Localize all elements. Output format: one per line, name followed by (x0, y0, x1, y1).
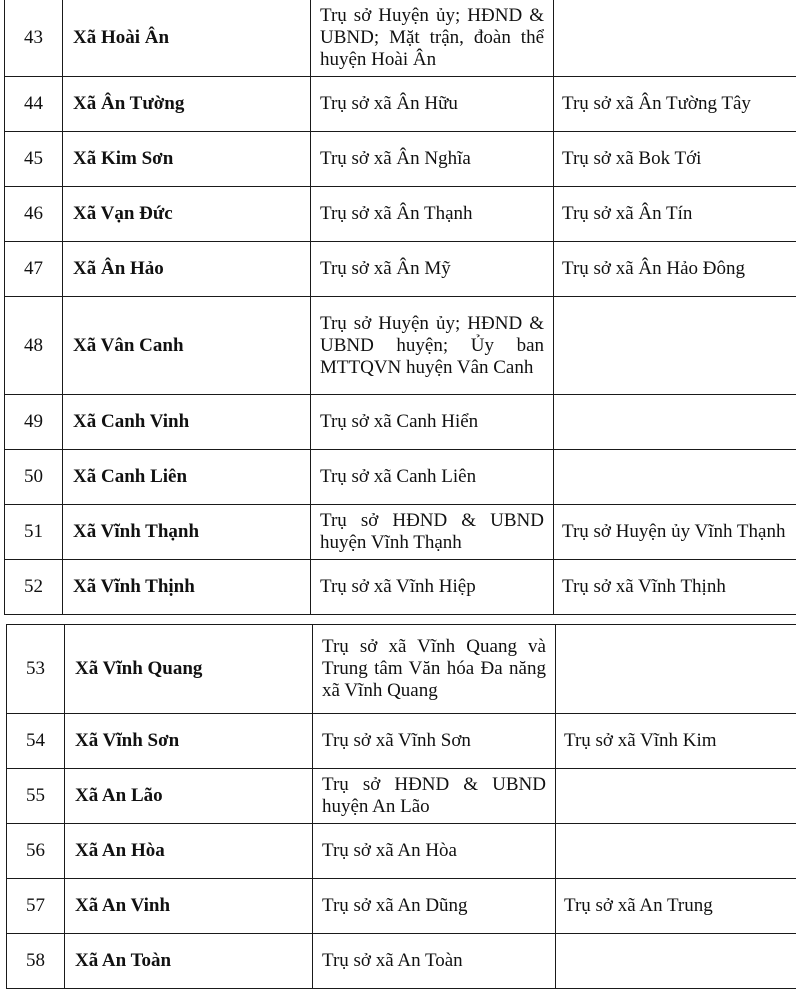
secondary-headquarters (556, 625, 796, 714)
main-headquarters: Trụ sở xã An Toàn (313, 934, 556, 989)
main-headquarters: Trụ sở xã Ân Mỹ (311, 242, 554, 297)
main-headquarters: Trụ sở xã Ân Nghĩa (311, 132, 554, 187)
row-number: 51 (5, 505, 63, 560)
secondary-headquarters: Trụ sở xã Bok Tới (554, 132, 796, 187)
row-number: 50 (5, 450, 63, 505)
secondary-headquarters (556, 824, 796, 879)
table-row (5, 560, 796, 615)
commune-table-part-2 (6, 624, 796, 989)
table-row (5, 132, 796, 187)
row-number: 49 (5, 395, 63, 450)
main-headquarters: Trụ sở xã Canh Hiển (311, 395, 554, 450)
main-headquarters: Trụ sở HĐND & UBND huyện An Lão (313, 769, 556, 824)
commune-name: Xã Canh Vinh (63, 395, 311, 450)
commune-name: Xã Vân Canh (63, 297, 311, 395)
secondary-headquarters (554, 395, 796, 450)
secondary-headquarters (556, 769, 796, 824)
commune-name: Xã An Lão (65, 769, 313, 824)
main-headquarters: Trụ sở xã Vĩnh Sơn (313, 714, 556, 769)
commune-name: Xã Vạn Đức (63, 187, 311, 242)
commune-name: Xã Vĩnh Quang (65, 625, 313, 714)
main-headquarters: Trụ sở xã An Dũng (313, 879, 556, 934)
secondary-headquarters: Trụ sở xã Ân Hảo Đông (554, 242, 796, 297)
row-number: 57 (7, 879, 65, 934)
commune-name: Xã Hoài Ân (63, 0, 311, 77)
commune-name: Xã Vĩnh Thạnh (63, 505, 311, 560)
table-row (5, 77, 796, 132)
row-number: 43 (5, 0, 63, 77)
table-row (5, 505, 796, 560)
row-number: 47 (5, 242, 63, 297)
row-number: 53 (7, 625, 65, 714)
row-number: 48 (5, 297, 63, 395)
row-number: 54 (7, 714, 65, 769)
table-row (7, 714, 796, 769)
table-row (7, 625, 796, 714)
table-row (5, 0, 796, 77)
row-number: 58 (7, 934, 65, 989)
secondary-headquarters: Trụ sở xã Ân Tín (554, 187, 796, 242)
secondary-headquarters (554, 450, 796, 505)
main-headquarters: Trụ sở Huyện ủy; HĐND & UBND; Mặt trận, đoàn thể huyện Hoài Ân (311, 0, 554, 77)
commune-name: Xã An Vinh (65, 879, 313, 934)
row-number: 55 (7, 769, 65, 824)
row-number: 52 (5, 560, 63, 615)
secondary-headquarters: Trụ sở xã An Trung (556, 879, 796, 934)
main-headquarters: Trụ sở HĐND & UBND huyện Vĩnh Thạnh (311, 505, 554, 560)
table-row (5, 450, 796, 505)
table-row (5, 395, 796, 450)
main-headquarters: Trụ sở xã Vĩnh Quang và Trung tâm Văn hóa Đa năng xã Vĩnh Quang (313, 625, 556, 714)
commune-name: Xã Ân Tường (63, 77, 311, 132)
main-headquarters: Trụ sở xã Canh Liên (311, 450, 554, 505)
main-headquarters: Trụ sở xã An Hòa (313, 824, 556, 879)
commune-name: Xã Canh Liên (63, 450, 311, 505)
table-row (7, 769, 796, 824)
commune-table-part-1 (4, 0, 796, 615)
commune-name: Xã Vĩnh Thịnh (63, 560, 311, 615)
commune-name: Xã Ân Hảo (63, 242, 311, 297)
secondary-headquarters: Trụ sở xã Vĩnh Kim (556, 714, 796, 769)
row-number: 56 (7, 824, 65, 879)
table-row (7, 824, 796, 879)
row-number: 44 (5, 77, 63, 132)
row-number: 45 (5, 132, 63, 187)
table-row (5, 242, 796, 297)
table-row (7, 934, 796, 989)
main-headquarters: Trụ sở xã Vĩnh Hiệp (311, 560, 554, 615)
commune-name: Xã Vĩnh Sơn (65, 714, 313, 769)
secondary-headquarters: Trụ sở xã Ân Tường Tây (554, 77, 796, 132)
secondary-headquarters (554, 297, 796, 395)
table-row (5, 297, 796, 395)
secondary-headquarters: Trụ sở xã Vĩnh Thịnh (554, 560, 796, 615)
main-headquarters: Trụ sở xã Ân Hữu (311, 77, 554, 132)
secondary-headquarters: Trụ sở Huyện ủy Vĩnh Thạnh (554, 505, 796, 560)
commune-name: Xã An Hòa (65, 824, 313, 879)
commune-name: Xã An Toàn (65, 934, 313, 989)
secondary-headquarters (554, 0, 796, 77)
secondary-headquarters (556, 934, 796, 989)
table-row (7, 879, 796, 934)
main-headquarters: Trụ sở xã Ân Thạnh (311, 187, 554, 242)
table-row (5, 187, 796, 242)
commune-name: Xã Kim Sơn (63, 132, 311, 187)
row-number: 46 (5, 187, 63, 242)
main-headquarters: Trụ sở Huyện ủy; HĐND & UBND huyện; Ủy ban MTTQVN huyện Vân Canh (311, 297, 554, 395)
